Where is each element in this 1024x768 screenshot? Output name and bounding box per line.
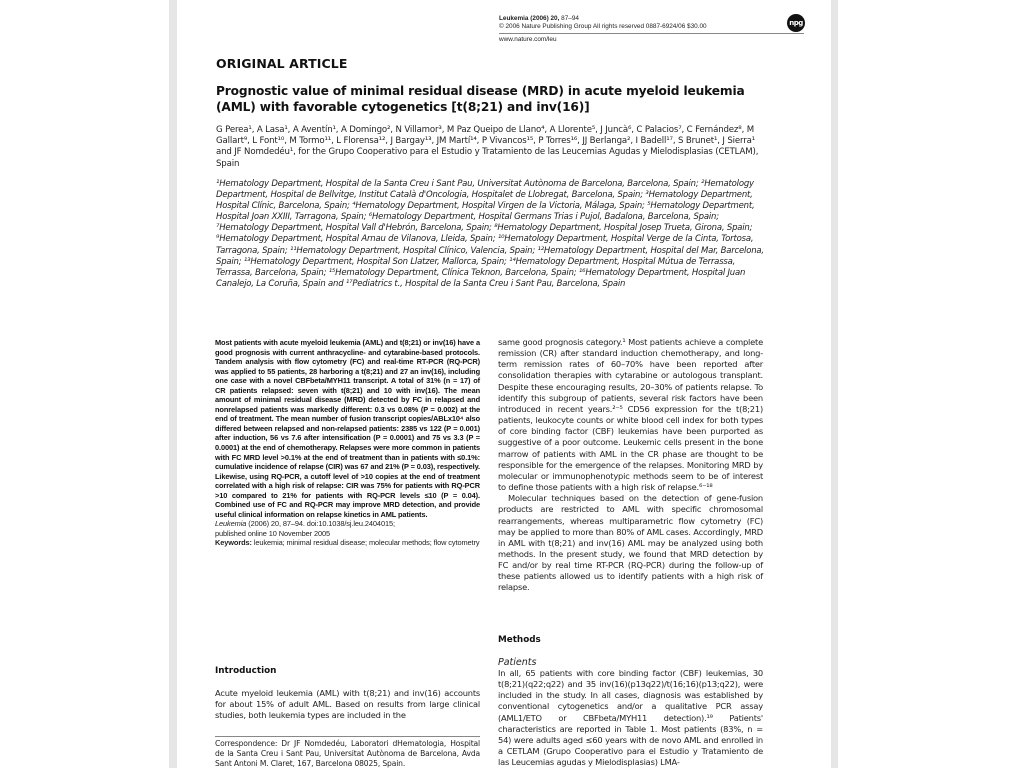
footnote-rule bbox=[215, 736, 480, 737]
journal-copyright: © 2006 Nature Publishing Group All rights reserved 0887-6924/06 $30.00 bbox=[499, 23, 707, 30]
header-rule bbox=[499, 33, 804, 34]
methods-paragraph: In all, 65 patients with core binding factor (CBF) leukemias, 30 t(8;21)(q22;q22) and 35 inv(16)(p13q22)/t(16;16)(p13;q22), were included in the study. In all cases, diagnosis was established by conventional cytogenetics and/or a qualitative PCR assay (AML1/ETO or CBFbeta/MYH11 detection).¹⁹ Patients' characteristics are reported in Table 1. Most patients (83%, n = 54) were adults aged ≤60 years with de novo AML and enrolled in a CETLAM (Grupo Cooperativo para el Estudio y Tratamiento de las Leucemias agudas y Mielodisplasias) LMA- bbox=[498, 668, 763, 768]
author-list: G Perea¹, A Lasa¹, A Aventín¹, A Domingo², N Villamor³, M Paz Queipo de Llano⁴, A Llorente⁵, J Juncà⁶, C Palacios⁷, C Fernández⁸, M Gallart⁹, L Font¹⁰, M Tormo¹¹, L Florensa¹², J Bargay¹³, JM Martí¹⁴, P Vivancos¹⁵, P Torres¹⁶, JJ Berlanga², I Badell¹⁷, S Brunet¹, J Sierra¹ and JF Nomdedéu¹, for the Grupo Cooperativo para el Estudio y Tratamiento de las Leucemias Agudas y Mielodisplasias (CETLAM), Spain bbox=[216, 125, 759, 169]
journal-pages: 87–94 bbox=[559, 15, 579, 22]
keywords-label: Keywords: bbox=[215, 538, 252, 548]
npg-logo-icon: npg bbox=[787, 14, 805, 32]
journal-url[interactable]: www.nature.com/leu bbox=[499, 36, 557, 43]
journal-name: Leukemia (2006) 20, bbox=[499, 15, 560, 22]
abstract-text: Most patients with acute myeloid leukemia (AML) and t(8;21) or inv(16) have a good prognosis with current anthracycline- and cytarabine-based protocols. Tandem analysis with flow cytometry (FC) and real-time RT-PCR (RQ-PCR) was applied to 55 patients, 28 harboring a t(8;21) and 27 an inv(16), including one case with a novel CBFbeta/MYH11 transcript. A total of 31% (n = 17) of CR patients relapsed: seven with t(8;21) and 10 with inv(16). The mean amount of minimal residual disease (MRD) detected by FC in relapsed and nonrelapsed patients was markedly different: 0.3 vs 0.08% (P = 0.002) at the end of treatment. The mean number of fusion transcript copies/ABLx10⁴ also differed between relapsed and non-relapsed patients: 2385 vs 122 (P = 0.001) after induction, 56 vs 7.6 after intensification (P = 0.0001) and 75 vs 3.3 (P = 0.0001) at the end of chemotherapy. Relapses were more common in patients with FC MRD level >0.1% at the end of treatment than in patients with ≤0.1%: cumulative incidence of relapse (CIR) was 67 and 21% (P = 0.03), respectively. Likewise, using RQ-PCR, a cutoff level of >10 copies at the end of treatment correlated with a high risk of relapse: CIR was 75% for patients with RQ-PCR >10 compared to 21% for patients with RQ-PCR levels ≤10 (P = 0.04). Combined use of FC and RQ-PCR may improve MRD detection, and provide useful clinical information on relapse kinetics in AML patients. bbox=[215, 338, 480, 519]
page-gutter-right bbox=[831, 0, 838, 768]
introduction-paragraph-2: Molecular techniques based on the detection of gene-fusion products are restricted to AML with specific chromosomal rearrangements, whereas multiparametric flow cytometry (FC) may be applied to more than 80% of AML cases. Accordingly, MRD in AML with t(8;21) and inv(16) AML may be analyzed using both methods. In the present study, we found that MRD detection by FC and/or by real time RT-PCR (RQ-PCR) during the follow-up of these patients allowed us to identify patients with a high risk of relapse. bbox=[498, 493, 763, 593]
published-date: published online 10 November 2005 bbox=[215, 528, 331, 538]
citation-journal: Leukemia bbox=[215, 519, 247, 529]
introduction-heading: Introduction bbox=[215, 666, 277, 676]
article-title: Prognostic value of minimal residual disease (MRD) in acute myeloid leukemia (AML) with favorable cytogenetics [t(8;21) and inv(16)] bbox=[216, 84, 745, 114]
patients-subheading: Patients bbox=[498, 657, 537, 668]
citation-doi: (2006) 20, 87–94. doi:10.1038/sj.leu.2404015; bbox=[246, 519, 395, 529]
correspondence-footnote: Correspondence: Dr JF Nomdedéu, Laboratori dHematologia, Hospital de la Santa Creu i Sant Pau, Universitat Autònoma de Barcelona, Avda Sant Antoni M. Claret, 167, Barcelona 08025, Spain. bbox=[215, 739, 480, 768]
left-column bbox=[215, 338, 480, 548]
abstract-citation bbox=[215, 519, 480, 529]
keywords-list: leukemia; minimal residual disease; molecular methods; flow cytometry bbox=[251, 538, 480, 548]
journal-citation bbox=[499, 15, 783, 23]
affiliations: ¹Hematology Department, Hospital de la Santa Creu i Sant Pau, Universitat Autònoma de Barcelona, Barcelona, Spain; ²Hematology Department, Hospital de Bellvitge, Institut Català d'Oncologia, Hospitalet de Llobregat, Barcelona, Spain; ³Hematology Department, Hospital Clínic, Barcelona, Spain; ⁴Hematology Department, Hospital Virgen de la Victoria, Málaga, Spain; ⁵Hematology Department, Hospital Joan XXIII, Tarragona, Spain; ⁶Hematology Department, Hospital Germans Trias i Pujol, Badalona, Barcelona, Spain; ⁷Hematology Department, Hospital Vall d'Hebrón, Barcelona, Spain; ⁸Hematology Department, Hospital Josep Trueta, Girona, Spain; ⁹Hematology Department, Hospital Arnau de Vilanova, Lleida, Spain; ¹⁰Hematology Department, Hospital Verge de la Cinta, Tortosa, Tarragona, Spain; ¹¹Hematology Department, Hospital Clínico, Valencia, Spain; ¹²Hematology Department, Hospital del Mar, Barcelona, Spain; ¹³Hematology Department, Hospital Son Llatzer, Mallorca, Spain; ¹⁴Hematology Department, Hospital Mútua de Terrassa, Terrassa, Barcelona, Spain; ¹⁵Hematology Department, Clínica Teknon, Barcelona, Spain; ¹⁶Hematology Department, Hospital Juan Canalejo, La Coruña, Spain and ¹⁷Pediatrics t., Hospital de la Santa Creu i Sant Pau, Barcelona, Spain bbox=[216, 179, 764, 289]
paper-page bbox=[177, 0, 831, 768]
introduction-continuation: same good prognosis category.¹ Most patients achieve a complete remission (CR) after standard induction chemotherapy, and long-term remission rates of 60–70% have been reported after consolidation therapies with cytarabine or autologous transplant. Despite these encouraging results, 20–30% of patients relapse. To identify this subgroup of patients, several risk factors have been introduced in recent years.²⁻⁵ CD56 expression for the t(8;21) patients, leukocyte counts or white blood cell index for both types of core binding factor (CBF) leukemias have been purported as suggestive of a poor outcome. Leukemic cells present in the bone marrow of patients with AML in the CR phase are thought to be responsible for the emergence of the relapses. Monitoring MRD by molecular or immunophenotypic methods seem to be of interest to define those patients with a high risk of relapse.⁶⁻¹⁸ bbox=[498, 337, 763, 493]
introduction-paragraph: Acute myeloid leukemia (AML) with t(8;21) and inv(16) accounts for about 15% of adult AML. Based on results from large clinical studies, both leukemia types are included in the bbox=[215, 688, 480, 721]
right-column bbox=[498, 337, 763, 594]
article-type: ORIGINAL ARTICLE bbox=[216, 56, 348, 71]
journal-header bbox=[499, 15, 783, 44]
methods-heading: Methods bbox=[498, 635, 541, 645]
keywords bbox=[215, 538, 480, 548]
page-gutter-left bbox=[169, 0, 177, 768]
